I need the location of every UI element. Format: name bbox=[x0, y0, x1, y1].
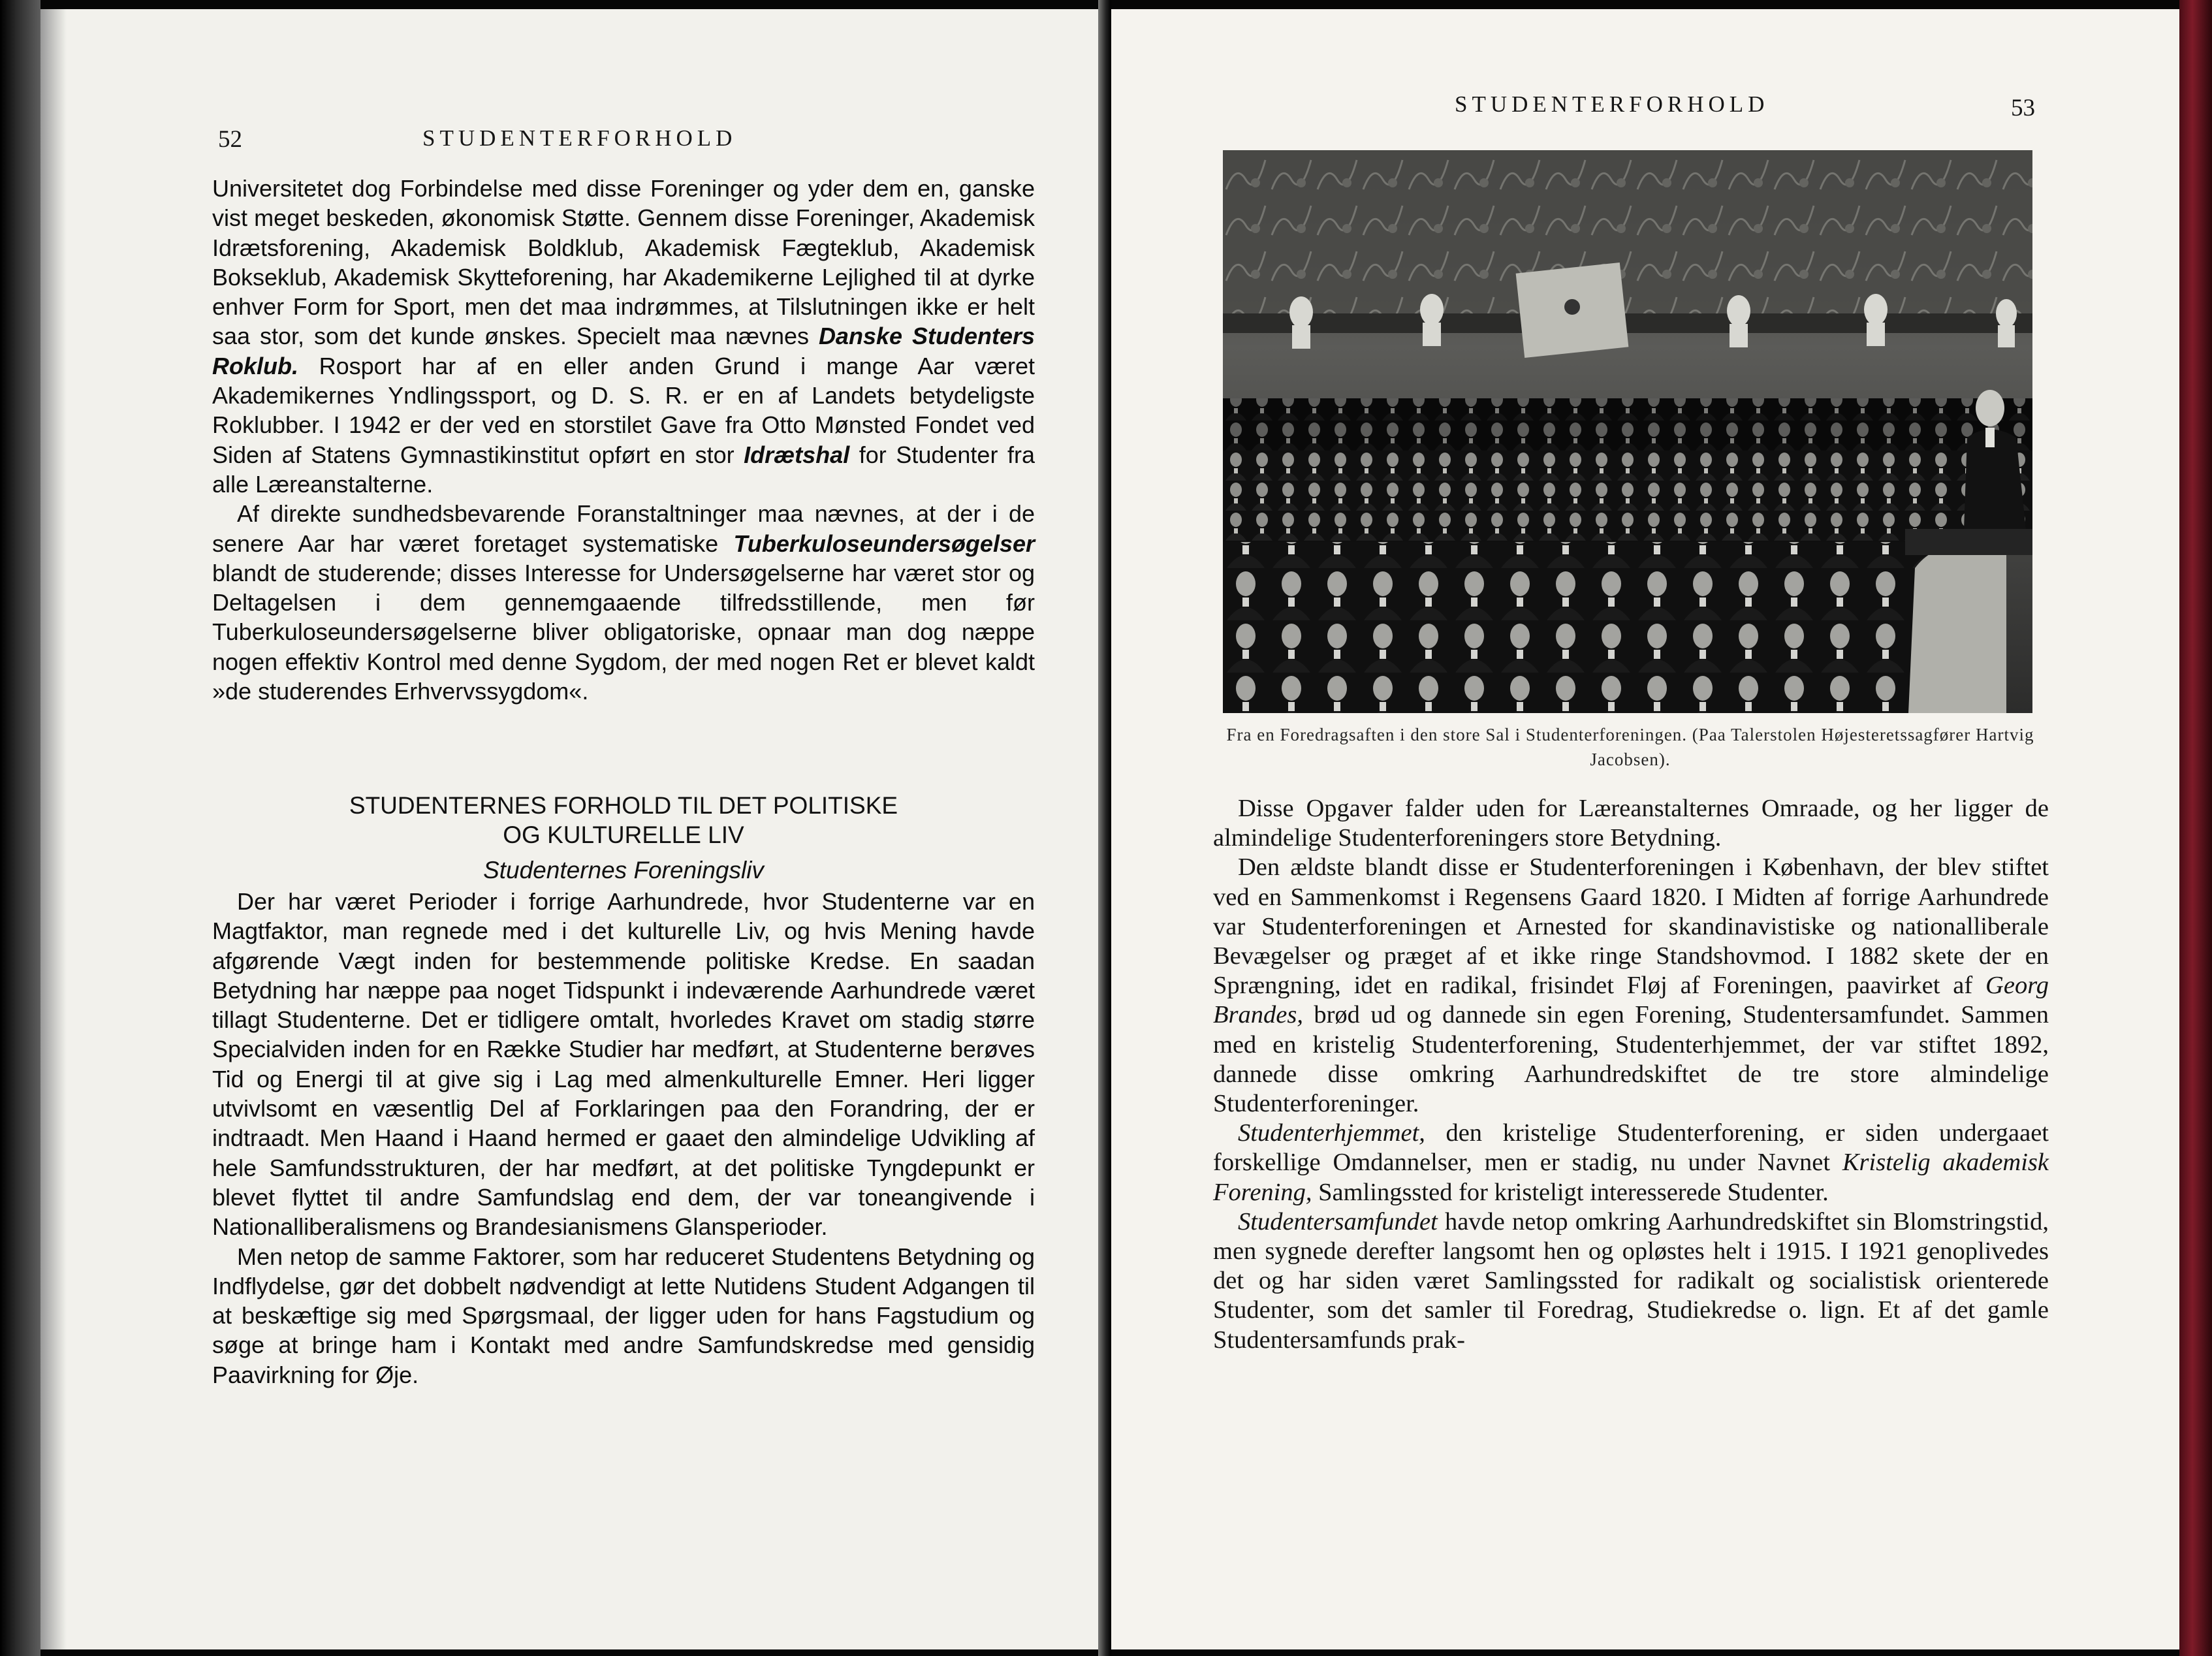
photo-caption: Fra en Foredragsaften i den store Sal i Studenterforeningen. (Paa Talerstolen Højesteretssagfører Hartvig Jacobsen). bbox=[1226, 725, 2034, 769]
paragraph: Universitetet dog Forbindelse med disse Foreninger og yder dem en, ganske vist meget beskeden, økonomisk Støtte. Gennem disse Foreninger, Akademisk Idrætsforening, Akademisk Boldklub, Akademisk Fægteklub, Akademisk Bokseklub, Akademisk Skytteforening, har Akademikerne Lejlighed til at dyrke enhver Form for Sport, men det maa indrømmes, at Tilslutningen ikke er helt saa stor, som det kunde ønskes. Specielt maa nævnes Danske Studenters Roklub. Rosport har af en eller anden Grund i mange Aar været Akademikernes Yndlingssport, og D. S. R. er en af Landets betydeligste Roklubber. I 1942 er der ved en storstilet Gave fra Otto Mønsted Fondet ved Siden af Statens Gymnastikinstitut opført en stor Idrætshal for Studenter fra alle Læreanstalterne. bbox=[212, 175, 1035, 498]
paragraph: Studenterhjemmet, den kristelige Studenterforening, er siden undergaaet forskellige Omdannelser, men er stadig, nu under Navnet Kristelig akademisk Forening, Samlingssted for kristeligt interesserede Studenter. bbox=[1213, 1119, 2049, 1206]
subheading: Studenternes Foreningsliv bbox=[483, 857, 764, 884]
emphasis: Danske Studenters Roklub. bbox=[212, 323, 1035, 379]
paragraph: Studentersamfundet havde netop omkring Aarhundredskiftet sin Blomstringstid, men sygnede derefter langsomt hen og opløstes helt i 1915. I 1921 genoplivedes det og har siden været Samlingssted for radikalt og socialistisk orienterede Studenter, som det samler til Foredrag, Studiekredse o. lign. Et af det gamle Studentersamfunds prak- bbox=[1213, 1207, 2049, 1354]
running-head: STUDENTERFORHOLD bbox=[1455, 91, 1769, 117]
body-text-top bbox=[212, 174, 1035, 706]
section-heading: STUDENTERNES FORHOLD TIL DET POLITISKE OG KULTURELLE LIV bbox=[349, 792, 898, 848]
emphasis: Kristelig akademisk Forening, bbox=[1213, 1149, 2049, 1206]
emphasis: Tuberkuloseundersøgelser bbox=[733, 530, 1035, 557]
paragraph: Der har været Perioder i forrige Aarhundrede, hvor Studenterne var en Magtfaktor, man regnede med i det kulturelle Liv, og hvis Mening havde afgørende Vægt inden for bestemmende politiske Kredse. En saadan Betydning har næppe paa noget Tidspunkt i indeværende Aarhundrede været tillagt Studenterne. Det er tidligere omtalt, hvorledes Kravet om stadig større Specialviden inden for en Række Studier har medført, at Studenterne berøves Tid og Energi til at give sig i Lag med almenkulturelle Emner. Heri ligger utvivlsomt en væsentlig Del af Forklaringen paa den Forandring, der er indtraadt. Men Haand i Haand hermed er gaaet den almindelige Udvikling af hele Samfundsstrukturen, der har medført, at det politiske Tyngdepunkt er blevet flyttet til andre Samfundslag end dem, der var toneangivende i Nationalliberalismens og Brandesianismens Glansperioder. bbox=[212, 888, 1035, 1241]
running-head: STUDENTERFORHOLD bbox=[422, 125, 737, 151]
paragraph: Disse Opgaver falder uden for Læreanstalternes Omraade, og her ligger de almindelige Studenterforeningers store Betydning. bbox=[1213, 795, 2049, 852]
paragraph: Men netop de samme Faktorer, som har reduceret Studentens Betydning og Indflydelse, gør det dobbelt nødvendigt at lette Nutidens Student Adgangen til at beskæftige sig med Spørgsmaal, der ligger uden for hans Fagstudium og søge at bringe ham i Kontakt med andre Samfundskredse med gensidig Paavirkning for Øje. bbox=[212, 1243, 1035, 1388]
lecture-hall-photo bbox=[1223, 150, 2032, 713]
paragraph: Af direkte sundhedsbevarende Foranstaltninger maa nævnes, at der i de senere Aar har været foretaget systematiske Tuberkuloseundersøgelser blandt de studerende; disses Interesse for Undersøgelserne har været stor og Deltagelsen i dem gennemgaaende tilfredsstillende, men før Tuberkuloseundersøgelserne bliver obligatoriske, opnaar man dog næppe nogen effektiv Kontrol med denne Sygdom, der med nogen Ret er blevet kaldt »de studerendes Erhvervssygdom«. bbox=[212, 500, 1035, 705]
paragraph: Den ældste blandt disse er Studenterforeningen i København, der blev stiftet ved en Sammenkomst i Regensens Gaard 1820. I Midten af forrige Aarhundrede var Studenterforeningen et Arnested for skandinavistiske og nationalliberale Bevægelser og præget af et ikke ringe Standshovmod. I 1882 skete der en Sprængning, idet en radikal, frisindet Fløj af Foreningen, paavirket af Georg Brandes, brød ud og dannede sin egen Forening, Studentersamfundet. Sammen med en kristelig Studenterforening, Studenterhjemmet, der var stiftet 1892, dannede disse omkring Aarhundredskiftet de tre store almindelige Studenterforeninger. bbox=[1213, 853, 2049, 1118]
page-number: 52 bbox=[218, 126, 242, 153]
book-gutter bbox=[1098, 0, 1111, 1656]
body-text bbox=[1213, 794, 2049, 1355]
page-number: 53 bbox=[2011, 95, 2035, 121]
emphasis: Georg Brandes, bbox=[1213, 972, 2049, 1029]
emphasis: Studenterhjemmet, bbox=[1238, 1119, 1425, 1147]
body-text-bottom bbox=[212, 887, 1035, 1390]
right-page bbox=[1111, 9, 2179, 1649]
emphasis: Idrætshal bbox=[744, 441, 850, 468]
left-page bbox=[40, 9, 1098, 1649]
photo-image bbox=[1223, 150, 2032, 713]
emphasis: Studentersamfundet bbox=[1238, 1207, 1438, 1235]
book-cover-edge bbox=[2179, 0, 2212, 1656]
book-spine-left bbox=[0, 0, 40, 1656]
